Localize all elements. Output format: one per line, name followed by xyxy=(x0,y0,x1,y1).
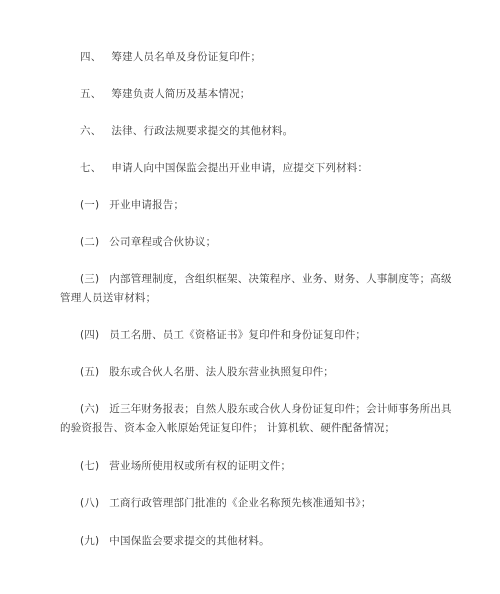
sub-item-7: (七) 营业场所使用权或所有权的证明文件； xyxy=(80,460,292,472)
sub-item-1: (一) 开业申请报告； xyxy=(80,199,185,211)
list-item-5: 五、 筹建负责人简历及基本情况； xyxy=(80,88,251,100)
sub-item-5: (五) 股东或合伙人名册、法人股东营业执照复印件； xyxy=(80,366,334,378)
sub-item-3: (三) 内部管理制度，含组织框架、决策程序、业务、财务、人事制度等；高级管理人员送审材料； xyxy=(60,273,452,304)
list-item-6: 六、 法律、行政法规要求提交的其他材料。 xyxy=(80,125,294,137)
sub-item-8: (八) 工商行政管理部门批准的《企业名称预先核准通知书》； xyxy=(80,497,372,509)
sub-item-4: (四) 员工名册、员工《资格证书》复印件和身份证复印件； xyxy=(80,329,367,341)
sub-item-6: (六) 近三年财务报表；自然人股东或合伙人身份证复印件；会计师事务所出具的验资报告、资本金入帐原始凭证复印件； 计算机软、硬件配备情况； xyxy=(60,403,452,434)
sub-item-9: (九) 中国保监会要求提交的其他材料。 xyxy=(80,535,270,547)
list-item-7: 七、 申请人向中国保监会提出开业申请，应提交下列材料： xyxy=(80,162,369,174)
list-item-4: 四、 筹建人员名单及身份证复印件； xyxy=(80,51,262,63)
sub-item-2: (二) 公司章程或合伙协议； xyxy=(80,236,217,248)
